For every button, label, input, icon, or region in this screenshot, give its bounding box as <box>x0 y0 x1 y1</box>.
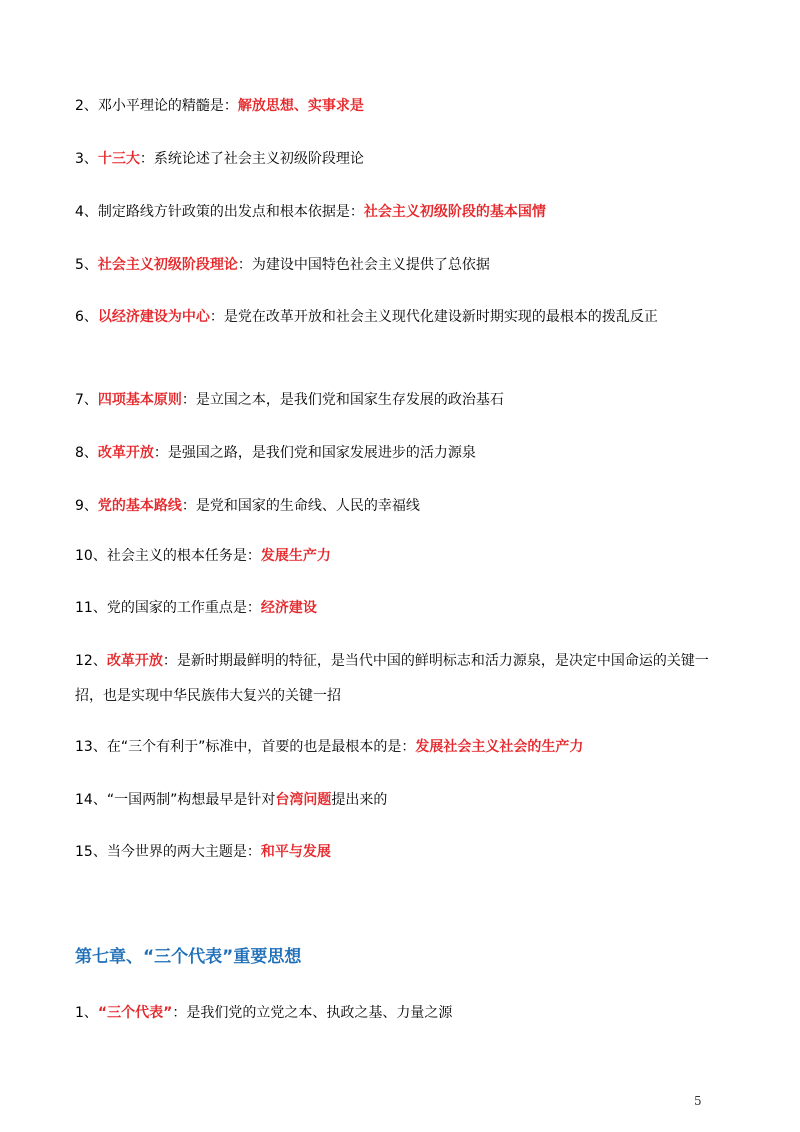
list-item: 3、十三大：系统论述了社会主义初级阶段理论 <box>75 151 364 167</box>
list-item: 9、党的基本路线：是党和国家的生命线、人民的幸福线 <box>75 498 420 514</box>
list-item: 5、社会主义初级阶段理论：为建设中国特色社会主义提供了总依据 <box>75 257 490 273</box>
list-item: 14、“一国两制”构想最早是针对台湾问题提出来的 <box>75 792 388 808</box>
list-item: 1、“三个代表”：是我们党的立党之本、执政之基、力量之源 <box>75 1005 453 1021</box>
list-item: 7、四项基本原则：是立国之本，是我们党和国家生存发展的政治基石 <box>75 392 504 408</box>
list-item: 8、改革开放：是强国之路，是我们党和国家发展进步的活力源泉 <box>75 445 476 461</box>
page-number: 5 <box>694 1094 702 1108</box>
chapter-heading: 第七章、“三个代表”重要思想 <box>75 947 302 967</box>
list-item: 15、当今世界的两大主题是：和平与发展 <box>75 844 331 860</box>
list-item: 2、邓小平理论的精髓是：解放思想、实事求是 <box>75 98 364 114</box>
list-item: 12、改革开放：是新时期最鲜明的特征，是当代中国的鲜明标志和活力源泉，是决定中国命运的关键一招，也是实现中华民族伟大复兴的关键一招 <box>75 653 709 704</box>
list-item: 13、在“三个有利于”标准中，首要的也是最根本的是：发展社会主义社会的生产力 <box>75 739 584 755</box>
list-item: 10、社会主义的根本任务是：发展生产力 <box>75 548 331 564</box>
list-item: 11、党的国家的工作重点是：经济建设 <box>75 600 317 616</box>
list-item: 6、以经济建设为中心：是党在改革开放和社会主义现代化建设新时期实现的最根本的拨乱反正 <box>75 309 658 325</box>
list-item: 4、制定路线方针政策的出发点和根本依据是：社会主义初级阶段的基本国情 <box>75 204 546 220</box>
